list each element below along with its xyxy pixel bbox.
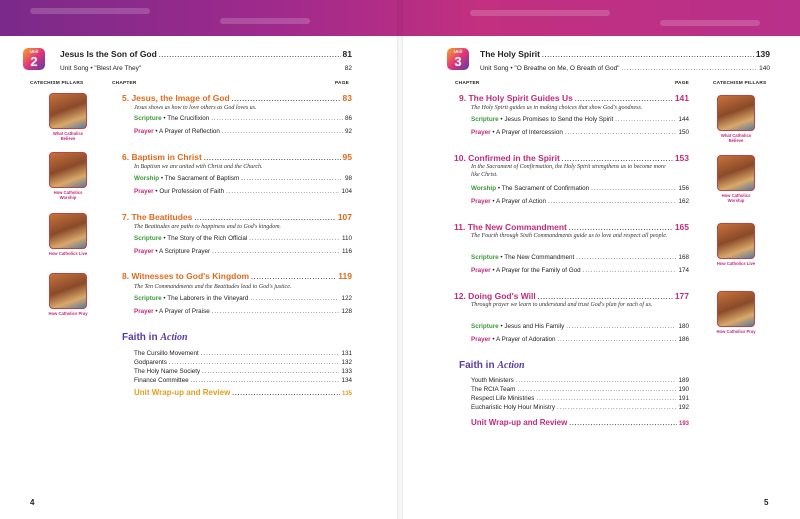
chapter-item[interactable]: Scripture • Jesus and His Family ..... 180 <box>471 323 689 330</box>
page-number: 5 <box>764 498 769 507</box>
fia-item[interactable]: The RCIA Team ..... 190 <box>471 386 689 393</box>
chapter-10[interactable]: 10. Confirmed in the Spirit ..... 153 <box>454 153 689 163</box>
chapter-item[interactable]: Prayer • A Prayer of Intercession ..... 150 <box>471 129 689 136</box>
chapter-item[interactable]: Scripture • The Story of the Rich Official ..... 110 <box>134 235 352 242</box>
chapter-item[interactable]: Scripture • The Crucifixion ..... 86 <box>134 115 352 122</box>
pillar-image <box>49 273 87 309</box>
fia-item[interactable]: Respect Life Ministries ..... 191 <box>471 395 689 402</box>
chapter-item[interactable]: Prayer • A Prayer of Reflection ..... 92 <box>134 128 352 135</box>
chapter-description: Jesus shows us how to love others as God loves us. <box>134 105 257 111</box>
column-header-pillars: CATECHISM PILLARS <box>30 81 84 86</box>
chapter-item[interactable]: Prayer • A Prayer of Praise ..... 128 <box>134 308 352 315</box>
pillar-image <box>717 223 755 259</box>
unit-badge: Unit 2 <box>23 48 45 70</box>
chapter-7[interactable]: 7. The Beatitudes ..... 107 <box>122 212 352 222</box>
pillar-image <box>49 213 87 249</box>
faith-in-action-heading: Faith in Action <box>459 360 525 371</box>
chapter-item[interactable]: Worship • The Sacrament of Baptism ..... 98 <box>134 175 352 182</box>
unit-song-row[interactable]: Unit Song • "O Breathe on Me, O Breath of God" ..... 140 <box>480 65 770 72</box>
unit-wrap-up-link[interactable]: Unit Wrap-up and Review ..... 193 <box>471 418 689 427</box>
column-header-chapter: CHAPTER <box>112 81 137 86</box>
chapter-item[interactable]: Prayer • A Prayer of Action ..... 162 <box>471 198 689 205</box>
chapter-description: The Ten Commandments and the Beatitudes lead to God's justice. <box>134 284 292 290</box>
unit-title-row[interactable]: The Holy Spirit ..... 139 <box>480 49 770 59</box>
fia-item[interactable]: Godparents ..... 132 <box>134 359 352 366</box>
chapter-item[interactable]: Prayer • A Prayer of Adoration ..... 186 <box>471 336 689 343</box>
chapter-5[interactable]: 5. Jesus, the Image of God ..... 83 <box>122 93 352 103</box>
column-header-page: PAGE <box>675 81 690 86</box>
faith-in-action-heading: Faith in Action <box>122 332 188 343</box>
chapter-12[interactable]: 12. Doing God's Will ..... 177 <box>454 291 689 301</box>
pillar-image <box>49 152 87 188</box>
chapter-6[interactable]: 6. Baptism in Christ ..... 95 <box>122 152 352 162</box>
unit-title: Jesus Is the Son of God <box>60 49 157 59</box>
chapter-item[interactable]: Prayer • A Scripture Prayer ..... 116 <box>134 248 352 255</box>
pillar-pray: How Catholics Pray <box>47 273 89 316</box>
book-spine <box>397 0 403 519</box>
chapter-item[interactable]: Scripture • The New Commandment ..... 168 <box>471 254 689 261</box>
chapter-item[interactable]: Prayer • Our Profession of Faith ..... 104 <box>134 188 352 195</box>
pillar-live: How Catholics Live <box>715 223 757 266</box>
fia-item[interactable]: Eucharistic Holy Hour Ministry ..... 192 <box>471 404 689 411</box>
pillar-image <box>717 95 755 131</box>
unit-wrap-up-link[interactable]: Unit Wrap-up and Review ..... 135 <box>134 388 352 397</box>
fia-item[interactable]: Youth Ministers ..... 189 <box>471 377 689 384</box>
pillar-image <box>49 93 87 129</box>
chapter-9[interactable]: 9. The Holy Spirit Guides Us ..... 141 <box>459 93 689 103</box>
fia-item[interactable]: Finance Committee ..... 134 <box>134 377 352 384</box>
chapter-description: The Holy Spirit guides us in making choices that show God's goodness. <box>471 105 643 111</box>
chapter-11[interactable]: 11. The New Commandment ..... 165 <box>454 222 689 232</box>
column-header-chapter: CHAPTER <box>455 81 480 86</box>
pillar-image <box>717 155 755 191</box>
pillar-worship: How Catholics Worship <box>47 152 89 200</box>
unit-title-row[interactable]: Jesus Is the Son of God ..... 81 <box>60 49 352 59</box>
unit-badge: Unit 3 <box>447 48 469 70</box>
chapter-description: The Beatitudes are paths to happiness and to God's kingdom. <box>134 224 282 230</box>
unit-title: The Holy Spirit <box>480 49 540 59</box>
pillar-worship: How Catholics Worship <box>715 155 757 203</box>
chapter-item[interactable]: Worship • The Sacrament of Confirmation ..... 156 <box>471 185 689 192</box>
fia-item[interactable]: The Cursillo Movement ..... 131 <box>134 350 352 357</box>
column-header-page: PAGE <box>335 81 350 86</box>
chapter-description: The Fourth through Sixth Commandments guide us to love and respect all people. <box>471 233 668 239</box>
chapter-item[interactable]: Scripture • The Laborers in the Vineyard ..... 122 <box>134 295 352 302</box>
pillar-believe: What Catholics Believe <box>715 95 757 143</box>
pillar-image <box>717 291 755 327</box>
pillar-pray: How Catholics Pray <box>715 291 757 334</box>
chapter-description: In the Sacrament of Confirmation, the Holy Spirit strengthens us to become more like Christ. <box>471 164 666 178</box>
chapter-description: Through prayer we learn to understand and trust God's plan for each of us. <box>471 302 653 308</box>
page-number: 4 <box>30 498 35 507</box>
column-header-pillars: CATECHISM PILLARS <box>713 81 767 86</box>
chapter-8[interactable]: 8. Witnesses to God's Kingdom ..... 119 <box>122 271 352 281</box>
chapter-description: In Baptism we are united with Christ and the Church. <box>134 164 263 170</box>
pillar-live: How Catholics Live <box>47 213 89 256</box>
unit-song-row[interactable]: Unit Song • "Blest Are They" 82 <box>60 65 352 72</box>
fia-item[interactable]: The Holy Name Society ..... 133 <box>134 368 352 375</box>
chapter-item[interactable]: Prayer • A Prayer for the Family of God ..... 174 <box>471 267 689 274</box>
chapter-item[interactable]: Scripture • Jesus Promises to Send the Holy Spirit ..... 144 <box>471 116 689 123</box>
pillar-believe: What Catholics Believe <box>47 93 89 141</box>
